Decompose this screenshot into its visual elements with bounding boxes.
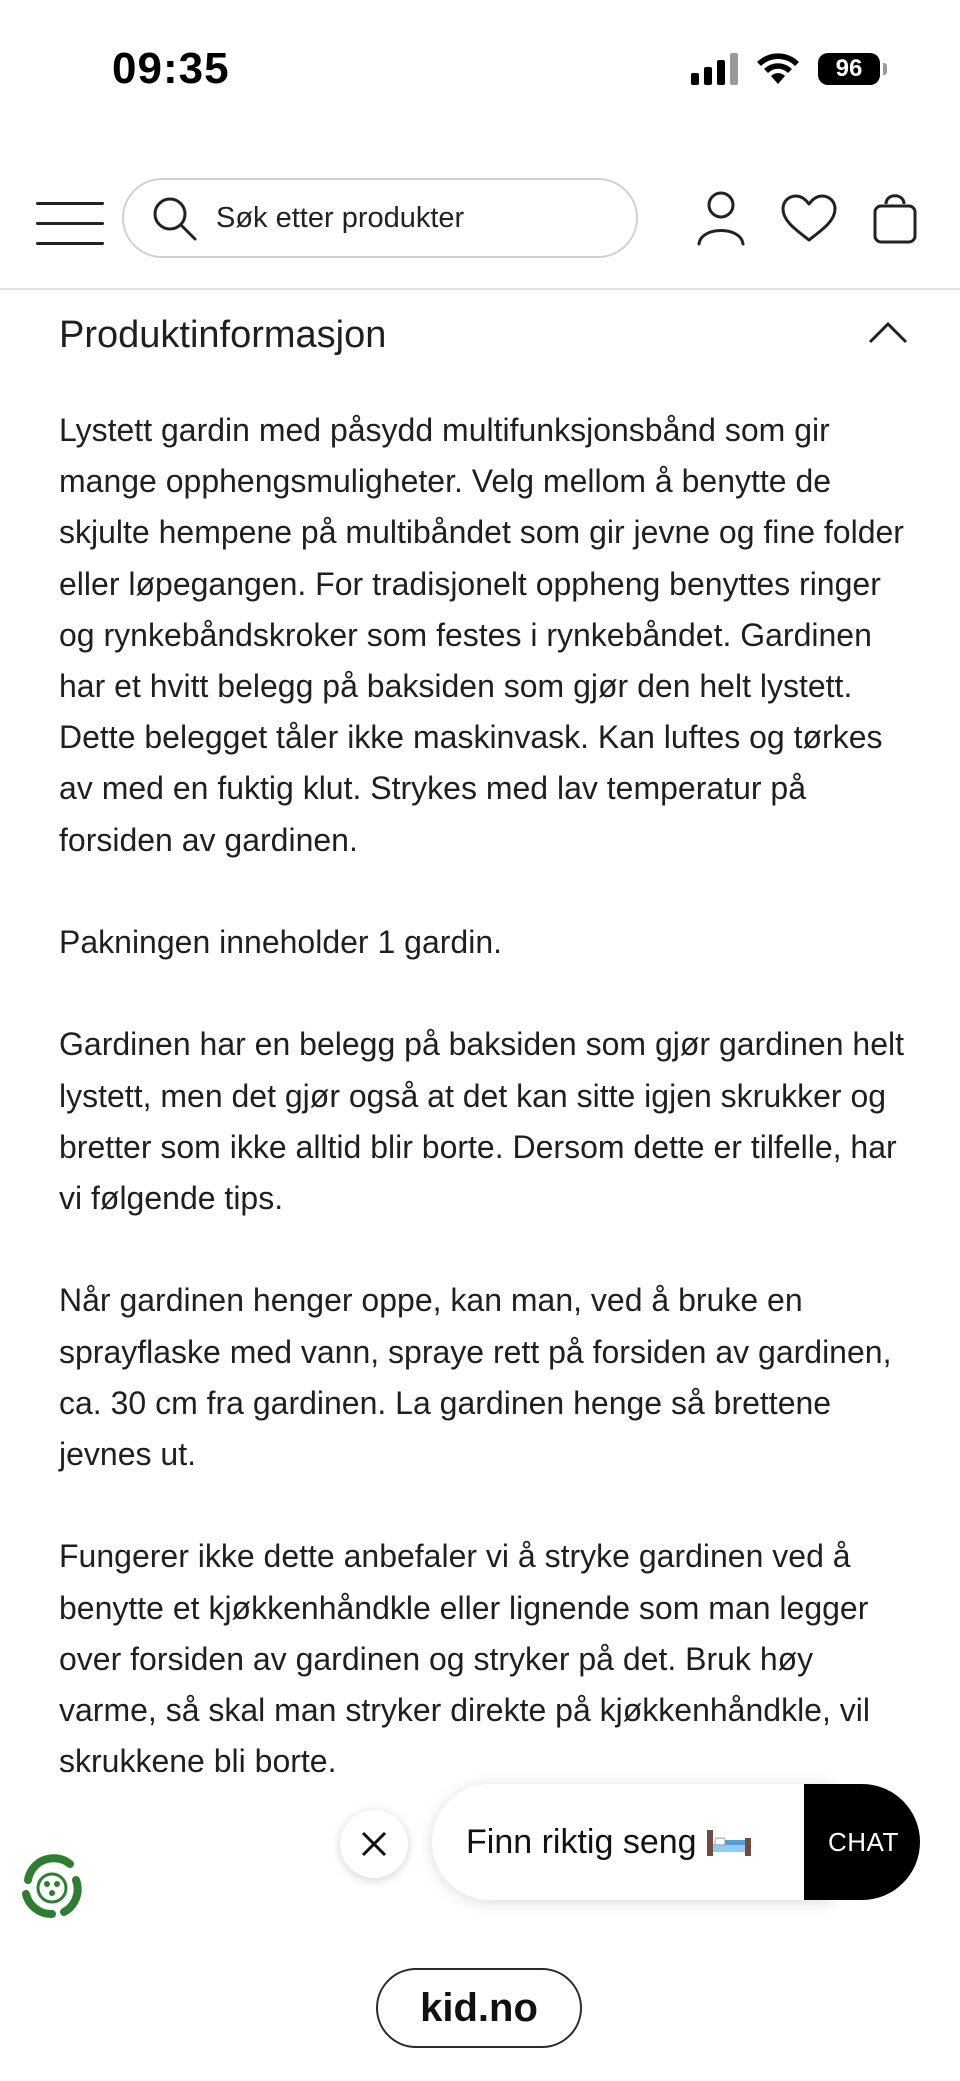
description-paragraph: Pakningen inneholder 1 gardin. bbox=[59, 924, 502, 961]
description-paragraph: Gardinen har en belegg på baksiden som gjør gardinen helt lystett, men det gjør også at det kan sitte igjen skrukker og bretter som ikke alltid blir borte. Dersom dette er tilfelle, har vi følgende tips. bbox=[59, 1026, 904, 1217]
battery-icon bbox=[818, 53, 880, 85]
description-paragraph: Lystett gardin med påsydd multifunksjonsbånd som gir mange opphengsmuligheter. Velg mellom å benytte de skjulte hempene på multibåndet som gir jevne og fine folder eller løpegangen. For tradisjonelt oppheng benyttes ringer og rynkebåndskroker som festes i rynkebåndet. Gardinen har et hvitt belegg på baksiden som gjør den helt lystett. Dette belegget tåler ikke maskinvask. Kan luftes og tørkes av med en fuktig klut. Strykes med lav temperatur på forsiden av gardinen. bbox=[59, 412, 904, 858]
chat-button[interactable]: CHAT bbox=[804, 1784, 920, 1900]
url-bar[interactable]: kid.no bbox=[376, 1968, 582, 2048]
status-bar bbox=[0, 0, 960, 140]
battery-level: 96 bbox=[835, 55, 863, 82]
recycle-badge-icon[interactable] bbox=[14, 1850, 90, 1926]
cellular-signal-icon bbox=[691, 53, 738, 85]
shopping-bag-icon[interactable] bbox=[872, 188, 918, 244]
site-header bbox=[0, 160, 960, 290]
description-paragraph: Når gardinen henger oppe, kan man, ved å bruke en sprayflaske med vann, spraye rett på forsiden av gardinen, ca. 30 cm fra gardinen. La gardinen henge så brettene jevnes ut. bbox=[59, 1282, 892, 1473]
account-icon[interactable] bbox=[696, 190, 746, 246]
product-info-accordion-header[interactable] bbox=[0, 300, 960, 380]
chevron-up-icon bbox=[868, 320, 908, 344]
heart-icon[interactable] bbox=[780, 194, 838, 244]
close-icon bbox=[360, 1830, 388, 1858]
search-icon bbox=[150, 194, 198, 242]
product-description bbox=[59, 405, 919, 1839]
close-promo-button[interactable] bbox=[340, 1810, 408, 1878]
menu-icon[interactable] bbox=[36, 196, 104, 252]
bed-icon bbox=[705, 1826, 753, 1858]
browser-bottom-bar bbox=[0, 1940, 960, 2081]
status-icons bbox=[691, 52, 880, 86]
search-input[interactable] bbox=[122, 178, 638, 258]
status-time: 09:35 bbox=[112, 44, 230, 93]
promo-banner[interactable] bbox=[432, 1784, 832, 1900]
description-paragraph: Fungerer ikke dette anbefaler vi å stryke gardinen ved å benytte et kjøkkenhåndkle eller lignende som man legger over forsiden av gardinen og stryker på det. Bruk høy varme, så skal man stryker direkte på kjøkkenhåndkle, vil skrukkene bli borte. bbox=[59, 1538, 870, 1780]
promo-text: Finn riktig seng bbox=[466, 1822, 697, 1861]
wifi-icon bbox=[756, 52, 800, 86]
section-title: Produktinformasjon bbox=[59, 314, 387, 356]
search-placeholder: Søk etter produkter bbox=[216, 201, 465, 234]
